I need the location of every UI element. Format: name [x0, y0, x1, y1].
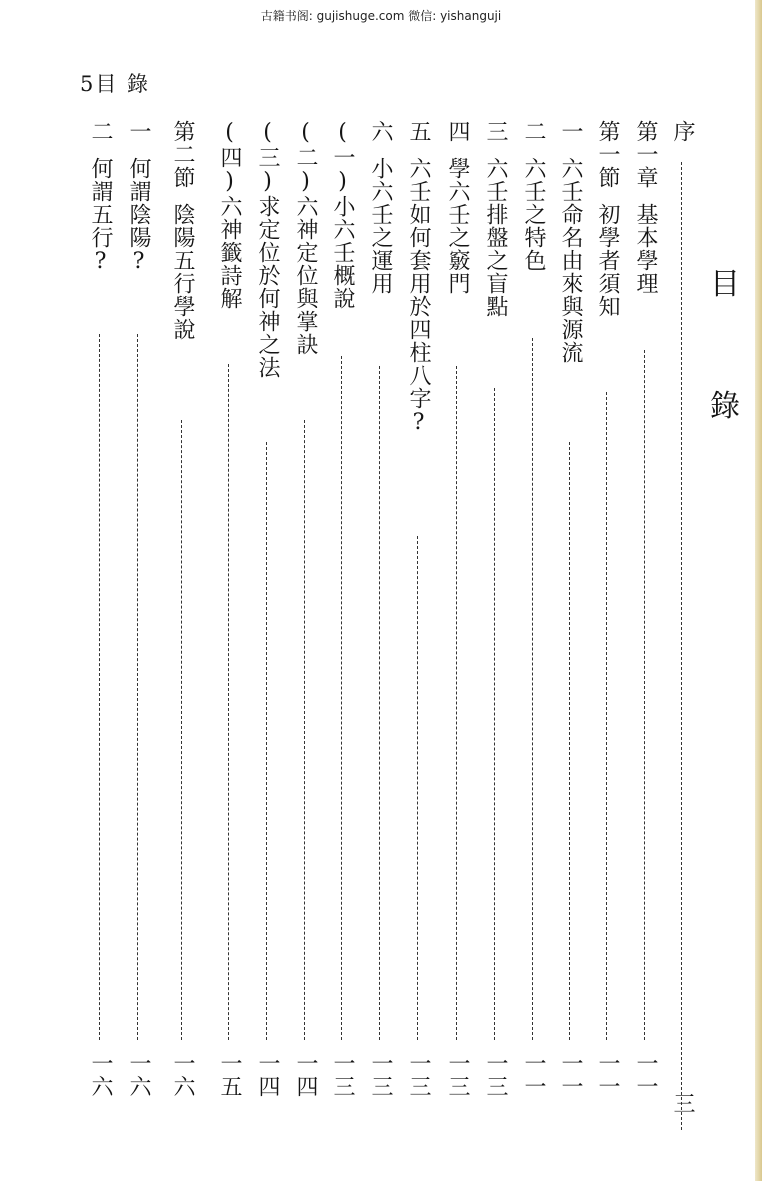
toc-page: 一四 [293, 1052, 318, 1098]
toc-entry[interactable] [285, 120, 325, 1120]
dot-leader [532, 338, 533, 1040]
toc-page: 一六 [126, 1052, 151, 1098]
toc-marker: 六 [368, 120, 393, 143]
toc-title: 學六壬之竅門 [445, 157, 470, 295]
toc-entry[interactable] [162, 120, 202, 1120]
toc-entry[interactable] [322, 120, 362, 1120]
dot-leader [341, 356, 342, 1040]
dot-leader [266, 442, 267, 1040]
toc-entry[interactable] [360, 120, 400, 1120]
toc-title: 小六壬概說 [330, 195, 355, 310]
toc-marker: 第一節 [595, 120, 620, 189]
dot-leader [304, 420, 305, 1040]
toc-marker: 三 [483, 120, 508, 143]
header-label: 目 錄 [95, 72, 151, 96]
toc-entry[interactable] [209, 120, 249, 1120]
dot-leader [644, 350, 645, 1040]
toc-title: 六壬排盤之盲點 [483, 157, 508, 318]
toc-page: 一四 [255, 1052, 280, 1098]
toc-marker: 一 [126, 120, 151, 143]
toc-page: 一六 [170, 1052, 195, 1098]
toc-title: 六壬如何套用於四柱八字? [406, 157, 431, 436]
dot-leader [417, 536, 418, 1040]
toc-entry[interactable] [80, 120, 120, 1120]
running-header [80, 68, 150, 98]
toc-page: 一三 [445, 1052, 470, 1098]
toc-marker: 一 [558, 120, 583, 143]
watermark: 古籍书阁: gujishuge.com 微信: yishanguji [260, 9, 502, 23]
toc-title: 六壬命名由來與源流 [558, 157, 583, 364]
dot-leader [181, 420, 182, 1040]
toc-title: 何謂五行? [88, 157, 113, 275]
toc-marker: (四) [217, 120, 242, 195]
toc-title: 六神籤詩解 [217, 195, 242, 310]
dot-leader [494, 388, 495, 1040]
toc-page: 一三 [483, 1052, 508, 1098]
toc-title: 六神定位與掌訣 [293, 195, 318, 356]
toc-marker: 二 [521, 120, 546, 143]
toc-page: 一一 [558, 1052, 583, 1098]
toc-marker: (二) [293, 120, 318, 195]
toc-title: 基本學理 [633, 203, 658, 295]
toc-entry[interactable] [662, 120, 702, 1120]
toc-marker: (三) [255, 120, 280, 195]
toc-title: 初學者須知 [595, 203, 620, 318]
toc-marker: 四 [445, 120, 470, 143]
toc-marker: 二 [88, 120, 113, 143]
toc-entry[interactable] [625, 120, 665, 1120]
toc-page: 一五 [217, 1052, 242, 1098]
dot-leader [379, 366, 380, 1040]
toc-marker: 五 [406, 120, 431, 143]
toc-page: 一六 [88, 1052, 113, 1098]
toc-page: 一一 [521, 1052, 546, 1098]
toc-entry[interactable] [398, 120, 438, 1120]
toc-page: 一一 [633, 1052, 658, 1098]
toc-entry[interactable] [437, 120, 477, 1120]
dot-leader [137, 334, 138, 1040]
toc-title: 求定位於何神之法 [255, 195, 280, 379]
dot-leader [569, 442, 570, 1040]
page-edge [755, 0, 762, 1181]
toc-marker: 序 [670, 120, 695, 143]
toc-entry[interactable] [118, 120, 158, 1120]
toc-page: 一一 [595, 1052, 620, 1098]
dot-leader [606, 392, 607, 1040]
toc-page: 一三 [330, 1052, 355, 1098]
toc-title: 小六壬之運用 [368, 157, 393, 295]
dot-leader [228, 364, 229, 1040]
toc-page: 三 [670, 1092, 695, 1115]
toc-entry[interactable] [587, 120, 627, 1120]
dot-leader [456, 366, 457, 1040]
toc-entry[interactable] [247, 120, 287, 1120]
toc-entry[interactable] [550, 120, 590, 1120]
toc-entry[interactable] [513, 120, 553, 1120]
toc-entry[interactable] [475, 120, 515, 1120]
dot-leader [681, 162, 682, 1130]
toc-title: 何謂陰陽? [126, 157, 151, 275]
toc-page: 一三 [368, 1052, 393, 1098]
page-number: 5 [80, 72, 96, 96]
page-title-char-1: 目 [710, 267, 740, 302]
toc-marker: (一) [330, 120, 355, 195]
toc-title: 陰陽五行學說 [170, 203, 195, 341]
toc-marker: 第一章 [633, 120, 658, 189]
dot-leader [99, 334, 100, 1040]
toc-title: 六壬之特色 [521, 157, 546, 272]
page-title [708, 267, 742, 424]
toc-marker: 第二節 [170, 120, 195, 189]
page-title-char-2: 錄 [710, 389, 740, 424]
toc-page: 一三 [406, 1052, 431, 1098]
